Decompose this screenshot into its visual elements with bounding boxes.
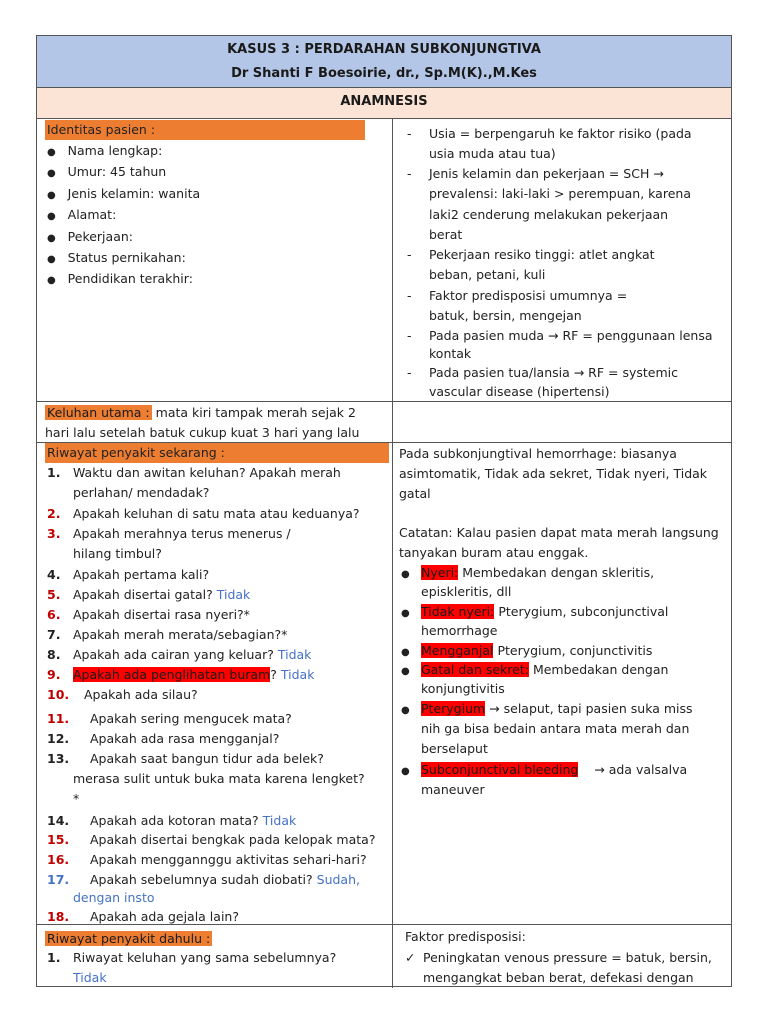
note-line: laki2 cenderung melakukan pekerjaan bbox=[429, 207, 669, 222]
note-text: Membedakan dengan skleritis, bbox=[462, 565, 655, 580]
identitas-item-text: Jenis kelamin: wanita bbox=[67, 186, 201, 201]
question bbox=[73, 665, 314, 685]
note-text: Membedakan dengan bbox=[532, 662, 669, 677]
case-title: KASUS 3 : PERDARAHAN SUBKONJUNGTIVA bbox=[227, 42, 541, 57]
q-number: 5. bbox=[47, 587, 61, 602]
author-line: Dr Shanti F Boesoirie, dr., Sp.M(K).,M.Kes bbox=[231, 66, 537, 81]
note-line bbox=[421, 602, 668, 622]
identitas-heading bbox=[45, 120, 365, 140]
q-number: 12. bbox=[47, 731, 70, 746]
note-text: → selaput, tapi pasien suka miss bbox=[489, 701, 693, 716]
note-line: Catatan: Kalau pasien dapat mata merah langsung bbox=[399, 525, 719, 540]
note-line bbox=[421, 760, 687, 780]
identitas-item: ● Pendidikan terakhir: bbox=[47, 271, 193, 286]
note-line: vascular disease (hipertensi) bbox=[429, 384, 610, 399]
question: Apakah keluhan di satu mata atau keduanya? bbox=[73, 506, 360, 521]
note-line: berat bbox=[429, 227, 463, 242]
identitas-item-text: Umur: 45 tahun bbox=[67, 164, 167, 179]
question: Apakah saat bangun tidur ada belek? bbox=[90, 751, 324, 766]
q-number: 3. bbox=[47, 526, 61, 541]
note-line: maneuver bbox=[421, 782, 485, 797]
q-number: 1. bbox=[47, 465, 61, 480]
note-bullet: ● bbox=[401, 647, 410, 658]
answer: Sudah, bbox=[316, 872, 360, 887]
check-icon: ✓ bbox=[405, 950, 416, 965]
answer-text: dengan insto bbox=[73, 890, 155, 905]
identitas-item-text: Pekerjaan: bbox=[67, 229, 133, 244]
note-line: Usia = berpengaruh ke faktor risiko (pada bbox=[429, 126, 692, 141]
keluhan-text: mata kiri tampak merah sejak 2 bbox=[155, 405, 356, 420]
note-text: Pterygium, subconjunctival bbox=[498, 604, 669, 619]
identitas-item: ● Nama lengkap: bbox=[47, 143, 163, 158]
identitas-item: ● Alamat: bbox=[47, 207, 117, 222]
note-line bbox=[421, 699, 693, 719]
rps-heading-text: Riwayat penyakit sekarang : bbox=[47, 445, 225, 460]
note-text: → ada valsalva bbox=[594, 762, 688, 777]
q-number: 6. bbox=[47, 607, 61, 622]
note-line bbox=[421, 641, 652, 661]
identitas-item: ● Jenis kelamin: wanita bbox=[47, 186, 201, 201]
answer: Tidak bbox=[262, 813, 297, 828]
note-line: konjungtivitis bbox=[421, 681, 505, 696]
note-bullet: ● bbox=[401, 666, 410, 677]
q-number: 2. bbox=[47, 506, 61, 521]
q-number: 4. bbox=[47, 567, 61, 582]
q-number: 17. bbox=[47, 872, 70, 887]
keluhan-line bbox=[45, 403, 356, 423]
note-line: Jenis kelamin dan pekerjaan = SCH → bbox=[429, 166, 664, 181]
q-number: 10. bbox=[47, 687, 70, 702]
q-number: 16. bbox=[47, 852, 70, 867]
divider bbox=[37, 401, 731, 402]
note-line: beban, petani, kuli bbox=[429, 267, 546, 282]
question: Apakah ada silau? bbox=[84, 687, 198, 702]
keluhan-heading: Keluhan utama : bbox=[47, 405, 150, 420]
q-number: 15. bbox=[47, 832, 70, 847]
note-line: berselaput bbox=[421, 741, 488, 756]
answer: Tidak bbox=[280, 667, 315, 682]
note-line: asimtomatik, Tidak ada sekret, Tidak nyeri, Tidak bbox=[399, 466, 708, 481]
q-number: 7. bbox=[47, 627, 61, 642]
note-line: episkleritis, dll bbox=[421, 584, 512, 599]
divider bbox=[37, 87, 731, 88]
identitas-item-text: Alamat: bbox=[67, 207, 117, 222]
identitas-item-text: Status pernikahan: bbox=[67, 250, 186, 265]
rpd-heading-row bbox=[45, 929, 212, 949]
note-bullet: ● bbox=[401, 766, 410, 777]
rps-heading bbox=[45, 443, 389, 463]
note-line bbox=[421, 660, 668, 680]
note-line: nih ga bisa bedain antara mata merah dan bbox=[421, 721, 690, 736]
note-bullet: ● bbox=[401, 705, 410, 716]
note-bullet: ● bbox=[401, 608, 410, 619]
column-divider bbox=[392, 118, 393, 988]
note-dash: - bbox=[407, 328, 412, 343]
q-number: 11. bbox=[47, 711, 70, 726]
q-number: 9. bbox=[47, 667, 61, 682]
question: hilang timbul? bbox=[73, 546, 162, 561]
note-dash: - bbox=[407, 126, 412, 141]
note-line: Faktor predisposisi umumnya = bbox=[429, 288, 628, 303]
question: Apakah merah merata/sebagian?* bbox=[73, 627, 288, 642]
rpd-heading: Riwayat penyakit dahulu : bbox=[47, 931, 211, 946]
answer-text: Tidak bbox=[73, 970, 107, 985]
section-title: ANAMNESIS bbox=[340, 94, 428, 109]
identitas-heading-text: Identitas pasien : bbox=[47, 122, 156, 137]
keluhan-text: hari lalu setelah batuk cukup kuat 3 hari yang lalu bbox=[45, 425, 360, 440]
question bbox=[90, 870, 360, 890]
question: Apakah pertama kali? bbox=[73, 567, 210, 582]
q-number: 1. bbox=[47, 950, 61, 965]
question: Apakah merahnya terus menerus / bbox=[73, 526, 291, 541]
question: Apakah disertai rasa nyeri?* bbox=[73, 607, 250, 622]
note-dash: - bbox=[407, 365, 412, 380]
identitas-item: ● Umur: 45 tahun bbox=[47, 164, 167, 179]
note-line: usia muda atau tua) bbox=[429, 146, 556, 161]
question bbox=[90, 811, 296, 831]
identitas-item-text: Pendidikan terakhir: bbox=[67, 271, 193, 286]
question: Apakah sering mengucek mata? bbox=[90, 711, 292, 726]
answer: Tidak bbox=[216, 587, 251, 602]
question: Apakah ada gejala lain? bbox=[90, 909, 239, 924]
question: Apakah disertai bengkak pada kelopak mata? bbox=[90, 832, 376, 847]
question bbox=[73, 645, 311, 665]
q-number: 13. bbox=[47, 751, 70, 766]
question-text: Apakah disertai gatal? bbox=[73, 587, 213, 602]
answer: Tidak bbox=[277, 647, 312, 662]
question: Waktu dan awitan keluhan? Apakah merah bbox=[73, 465, 341, 480]
identitas-item: ● Pekerjaan: bbox=[47, 229, 133, 244]
note-dash: - bbox=[407, 288, 412, 303]
question: Apakah menggannggu aktivitas sehari-hari? bbox=[90, 852, 367, 867]
note-line: Pada pasien muda → RF = penggunaan lensa bbox=[429, 328, 713, 343]
case-document bbox=[36, 35, 732, 987]
note-highlight: Mengganjal bbox=[421, 643, 494, 658]
question-text: Apakah ada penglihatan buram bbox=[73, 667, 271, 682]
note-highlight: Gatal dan sekret: bbox=[421, 662, 529, 677]
note-highlight: Nyeri: bbox=[421, 565, 459, 580]
note-line: hemorrhage bbox=[421, 623, 498, 638]
note-line: tanyakan buram atau enggak. bbox=[399, 545, 589, 560]
note-text: Pterygium, conjunctivitis bbox=[497, 643, 653, 658]
note-line: gatal bbox=[399, 486, 431, 501]
question: merasa sulit untuk buka mata karena lengket? bbox=[73, 771, 365, 786]
answer bbox=[73, 888, 155, 908]
question-text: Apakah ada kotoran mata? bbox=[90, 813, 259, 828]
note-line: Pekerjaan resiko tinggi: atlet angkat bbox=[429, 247, 655, 262]
question: perlahan/ mendadak? bbox=[73, 485, 210, 500]
note-highlight: Pterygium bbox=[421, 701, 486, 716]
question bbox=[73, 585, 250, 605]
note-dash: - bbox=[407, 247, 412, 262]
note-dash: - bbox=[407, 166, 412, 181]
note-line: Pada pasien tua/lansia → RF = systemic bbox=[429, 365, 679, 380]
q-number: 14. bbox=[47, 813, 70, 828]
question: Apakah ada rasa mengganjal? bbox=[90, 731, 280, 746]
divider bbox=[37, 118, 731, 119]
note-bullet: ● bbox=[401, 569, 410, 580]
note-line: kontak bbox=[429, 346, 472, 361]
question-mark: ? bbox=[270, 667, 277, 682]
note-line bbox=[421, 563, 654, 583]
note-line: Faktor predisposisi: bbox=[405, 929, 526, 944]
note-line: Pada subkonjungtival hemorrhage: biasanya bbox=[399, 446, 677, 461]
identitas-item-text: Nama lengkap: bbox=[67, 143, 163, 158]
note-highlight: Subconjunctival bleeding bbox=[421, 762, 579, 777]
question: * bbox=[73, 791, 80, 806]
question-text: Apakah sebelumnya sudah diobati? bbox=[90, 872, 313, 887]
answer bbox=[73, 968, 107, 988]
note-line: Peningkatan venous pressure = batuk, bersin, bbox=[423, 950, 712, 965]
q-number: 18. bbox=[47, 909, 70, 924]
q-number: 8. bbox=[47, 647, 61, 662]
note-line: prevalensi: laki-laki > perempuan, karena bbox=[429, 186, 691, 201]
identitas-item: ● Status pernikahan: bbox=[47, 250, 186, 265]
note-line: batuk, bersin, mengejan bbox=[429, 308, 582, 323]
question-text: Apakah ada cairan yang keluar? bbox=[73, 647, 274, 662]
question: Riwayat keluhan yang sama sebelumnya? bbox=[73, 950, 337, 965]
note-line: mengangkat beban berat, defekasi dengan bbox=[423, 970, 694, 985]
note-highlight: Tidak nyeri: bbox=[421, 604, 495, 619]
